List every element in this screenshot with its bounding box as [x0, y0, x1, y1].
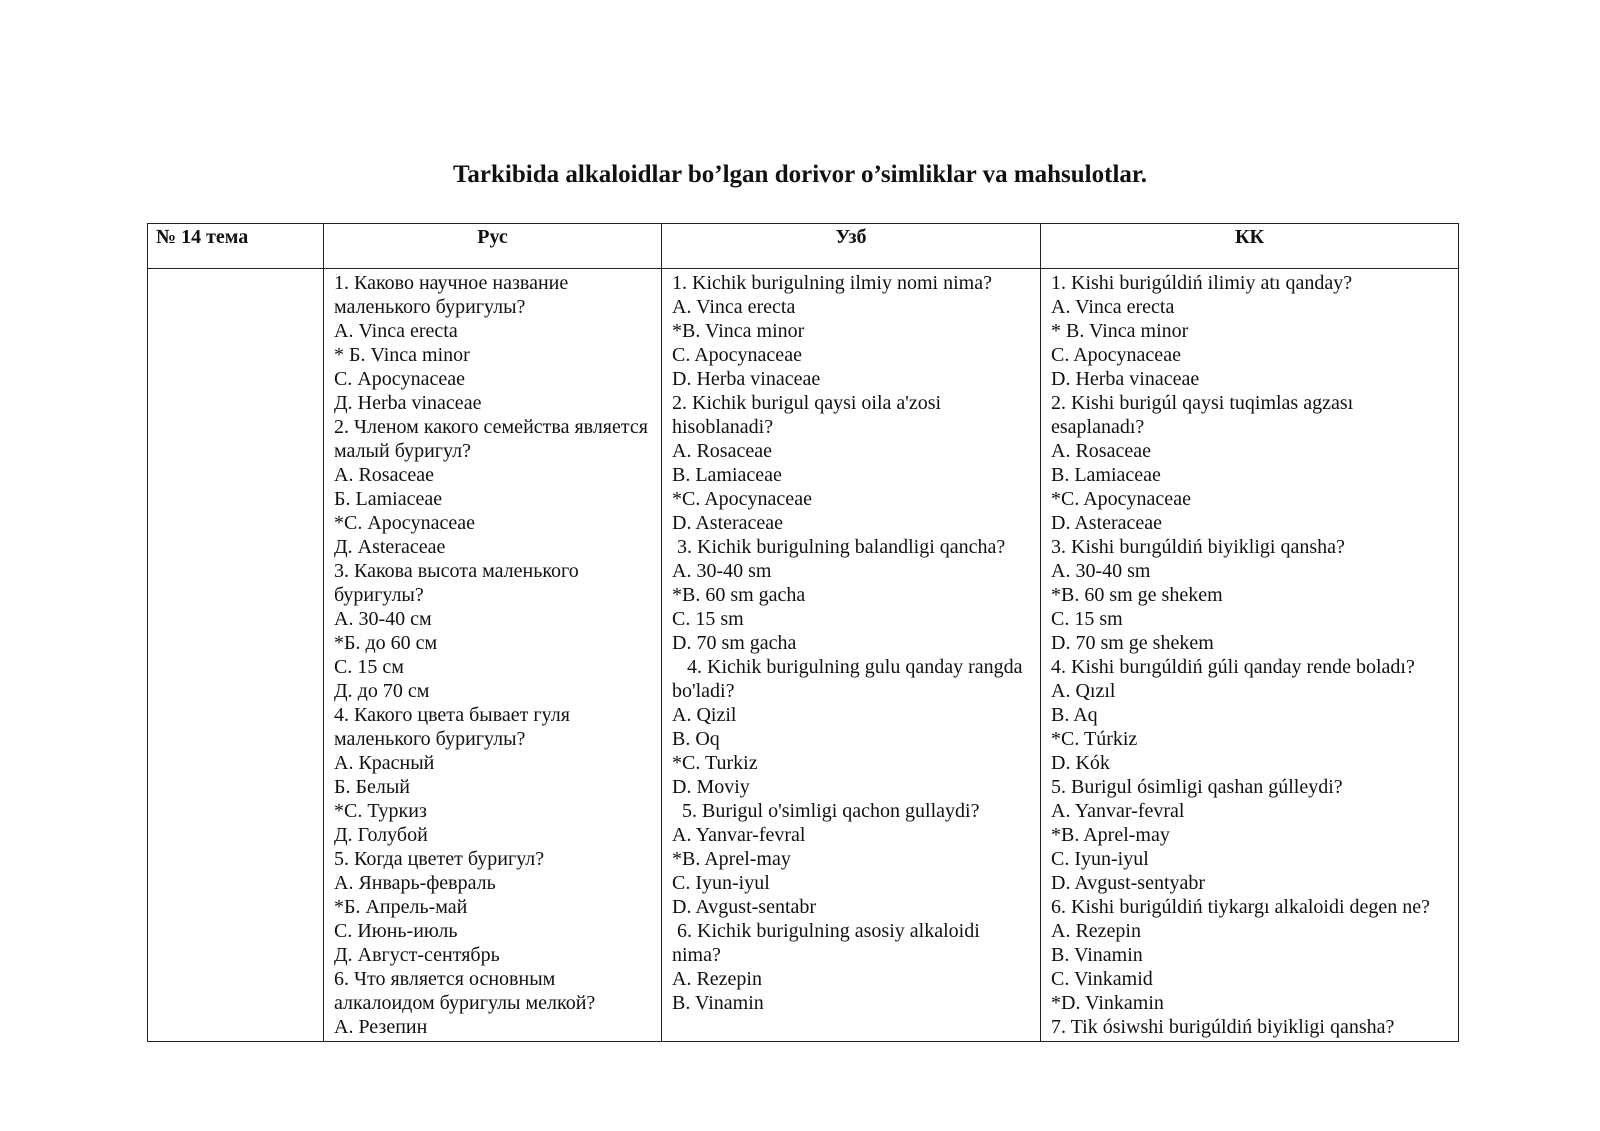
question-line: *Б. до 60 см [334, 632, 438, 654]
question-line: Б. Белый [334, 776, 410, 798]
question-line: D. 70 sm gacha [672, 632, 797, 654]
question-line: С. 15 см [334, 656, 404, 678]
question-line: B. Oq [672, 728, 720, 750]
question-line: *B. 60 sm gacha [672, 584, 806, 606]
question-line: 4. Kichik burigulning gulu qanday rangda bo'ladi? [672, 656, 1023, 702]
question-line: 2. Членом какого семейства является малый буригул? [334, 416, 648, 462]
topic-cell [148, 269, 324, 1042]
question-line: B. Vinamin [1051, 944, 1143, 966]
header-karakalpak: КК [1041, 224, 1459, 269]
question-line: 4. Какого цвета бывает гуля маленького буригулы? [334, 704, 570, 750]
question-line: A. Rosaceae [672, 440, 772, 462]
question-line: *С. Туркиз [334, 800, 427, 822]
question-line: Б. Lamiaceae [334, 488, 443, 510]
russian-cell [324, 269, 662, 1042]
question-line: A. 30-40 sm [1051, 560, 1151, 582]
question-line: 7. Tik ósiwshi burigúldiń biyikligi qansha? [1051, 1016, 1395, 1038]
question-line: 6. Kichik burigulning asosiy alkaloidi nima? [672, 920, 980, 966]
question-line: A. Vinca erecta [1051, 296, 1175, 318]
question-line: D. 70 sm ge shekem [1051, 632, 1214, 654]
question-line: C. Apocynaceae [672, 344, 802, 366]
question-line: A. Qizil [672, 704, 737, 726]
question-line: * B. Vinca minor [1051, 320, 1189, 342]
question-line: A. Rosaceae [1051, 440, 1151, 462]
question-line: А. Vinca erecta [334, 320, 458, 342]
question-line: D. Avgust-sentyabr [1051, 872, 1206, 894]
question-line: *B. Aprel-may [1051, 824, 1170, 846]
question-line: 2. Kishi burigúl qaysi tuqimlas agzası esaplanadı? [1051, 392, 1354, 438]
question-line: 3. Kishi burıgúldiń biyikligi qansha? [1051, 536, 1345, 558]
question-line: *С. Apocynaceae [334, 512, 476, 534]
question-line: А. 30-40 см [334, 608, 432, 630]
question-line: А. Красный [334, 752, 435, 774]
question-line: A. 30-40 sm [672, 560, 772, 582]
question-line: 1. Kichik burigulning ilmiy nomi nima? [672, 272, 992, 294]
question-line: *C. Apocynaceae [672, 488, 812, 510]
question-line: 6. Kishi burigúldiń tiykargı alkaloidi degen ne? [1051, 896, 1431, 918]
question-line: B. Lamiaceae [672, 464, 782, 486]
question-line: *B. 60 sm ge shekem [1051, 584, 1223, 606]
question-line: *B. Aprel-may [672, 848, 791, 870]
question-line: Д. Asteraceae [334, 536, 446, 558]
question-line: 6. Что является основным алкалоидом буригулы мелкой? [334, 968, 596, 1014]
question-line: Д. Август-сентябрь [334, 944, 500, 966]
question-line: A. Yanvar-fevral [672, 824, 806, 846]
question-line: Д. Голубой [334, 824, 428, 846]
question-line: B. Vinamin [672, 992, 764, 1014]
question-line: 3. Какова высота маленького буригулы? [334, 560, 579, 606]
question-line: 5. Burigul o'simligi qachon gullaydi? [672, 800, 980, 822]
question-line: 4. Kishi burıgúldiń gúli qanday rende boladı? [1051, 656, 1415, 678]
header-uzbek: Узб [662, 224, 1041, 269]
question-line: D. Asteraceae [672, 512, 784, 534]
uzbek-cell [662, 269, 1041, 1042]
question-line: C. Iyun-iyul [672, 872, 770, 894]
question-line: *C. Apocynaceae [1051, 488, 1191, 510]
question-line: A. Yanvar-fevral [1051, 800, 1185, 822]
question-line: D. Herba vinaceae [672, 368, 821, 390]
question-line: 5. Когда цветет буригул? [334, 848, 545, 870]
question-line: 1. Каково научное название маленького буригулы? [334, 272, 569, 318]
question-line: *C. Túrkiz [1051, 728, 1138, 750]
question-line: С. Июнь-июль [334, 920, 458, 942]
question-line: A. Vinca erecta [672, 296, 796, 318]
question-line: C. 15 sm [672, 608, 744, 630]
question-line: D. Herba vinaceae [1051, 368, 1200, 390]
question-line: A. Qızıl [1051, 680, 1116, 702]
question-line: A. Rezepin [672, 968, 762, 990]
question-line: C. 15 sm [1051, 608, 1123, 630]
question-line: 1. Kishi burigúldiń ilimiy atı qanday? [1051, 272, 1353, 294]
question-line: D. Kók [1051, 752, 1110, 774]
question-line: C. Vinkamid [1051, 968, 1153, 990]
header-russian: Рус [324, 224, 662, 269]
question-line: 5. Burigul ósimligi qashan gúlleydi? [1051, 776, 1343, 798]
question-line: Д. Herba vinaceae [334, 392, 482, 414]
question-line: *D. Vinkamin [1051, 992, 1164, 1014]
question-line: А. Резепин [334, 1016, 428, 1038]
question-line: 2. Kichik burigul qaysi oila a'zosi hisoblanadi? [672, 392, 942, 438]
table-header-row [148, 224, 1459, 269]
table-body-row [148, 269, 1459, 1042]
question-line: D. Moviy [672, 776, 750, 798]
document-title: Tarkibida alkaloidlar bo’lgan dorivor o’simliklar va mahsulotlar. [453, 161, 1147, 188]
question-line: A. Rezepin [1051, 920, 1141, 942]
header-topic: № 14 тема [148, 224, 324, 269]
question-line: C. Apocynaceae [1051, 344, 1181, 366]
question-line: D. Avgust-sentabr [672, 896, 817, 918]
question-line: А. Rosaceae [334, 464, 434, 486]
question-line: *B. Vinca minor [672, 320, 805, 342]
question-line: Д. до 70 см [334, 680, 430, 702]
question-line: А. Январь-февраль [334, 872, 496, 894]
question-line: D. Asteraceae [1051, 512, 1163, 534]
question-line: B. Lamiaceae [1051, 464, 1161, 486]
question-line: * Б. Vinca minor [334, 344, 470, 366]
question-line: B. Aq [1051, 704, 1098, 726]
question-line: *Б. Апрель-май [334, 896, 468, 918]
questions-table [147, 223, 1459, 1042]
question-line: 3. Kichik burigulning balandligi qancha? [672, 536, 1006, 558]
karakalpak-cell [1041, 269, 1459, 1042]
question-line: C. Iyun-iyul [1051, 848, 1149, 870]
question-line: *C. Turkiz [672, 752, 758, 774]
question-line: С. Apocynaceae [334, 368, 466, 390]
